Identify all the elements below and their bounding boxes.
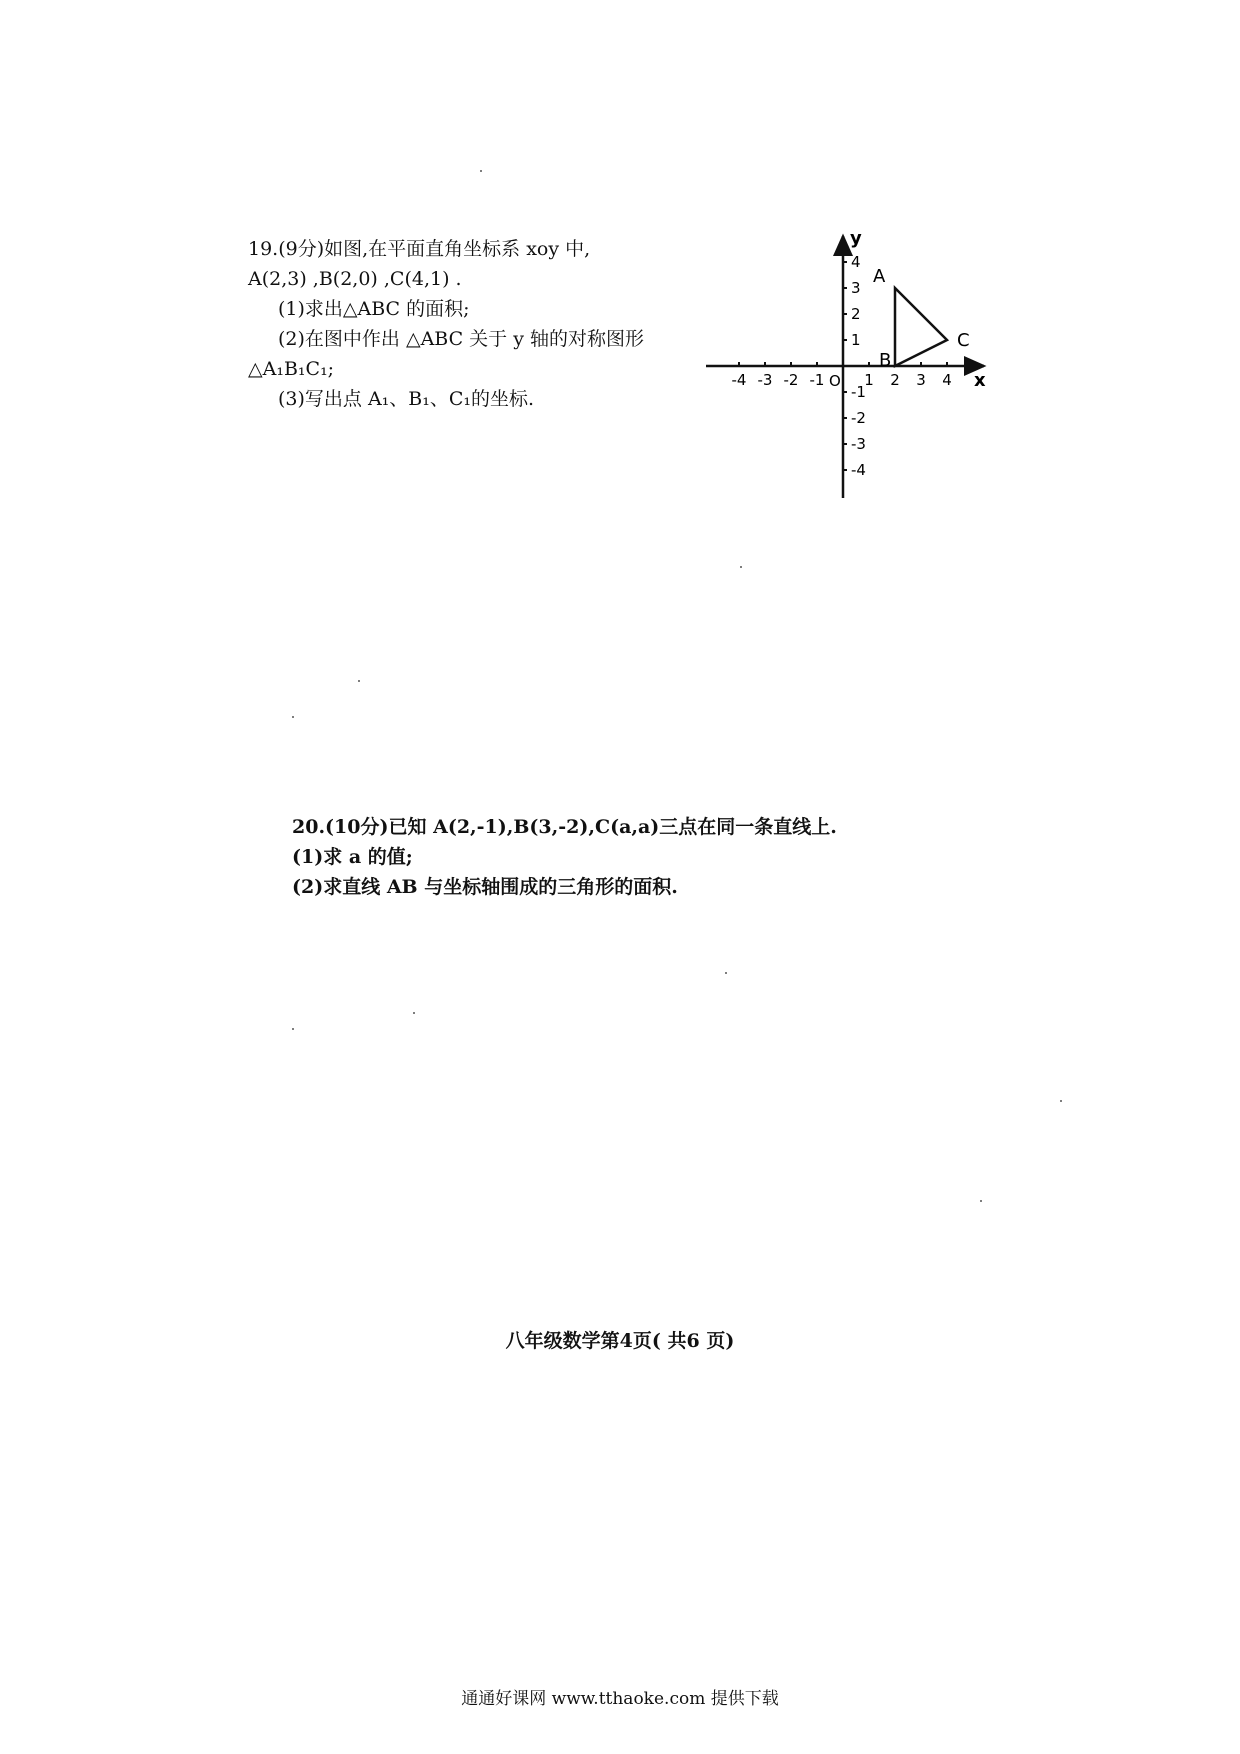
download-credit: 通通好课网 www.tthaoke.com 提供下载 [461, 1689, 779, 1709]
page-footer: 八年级数学第4页( 共6 页) [505, 1330, 735, 1352]
point-label-c: C [957, 330, 970, 351]
q19-part-2: (2)在图中作出 △ABC 关于 y 轴的对称图形 [278, 328, 644, 350]
origin-label: O [829, 372, 841, 390]
y-tick-label: -2 [851, 409, 866, 427]
y-tick-label: -1 [851, 383, 866, 401]
x-tick-label: -1 [809, 371, 825, 389]
q19-stem: 19.(9分)如图,在平面直角坐标系 xoy 中, [248, 238, 591, 260]
x-tick-label: 3 [916, 371, 926, 389]
scan-speck [292, 1028, 294, 1030]
point-label-a: A [873, 266, 886, 287]
scan-speck [292, 716, 294, 718]
y-tick-label: 1 [851, 331, 861, 349]
scan-speck [725, 972, 727, 974]
x-tick-label: 2 [890, 371, 900, 389]
y-tick-label: -4 [851, 461, 866, 479]
y-tick-label: 3 [851, 279, 861, 297]
x-axis-label: x [974, 370, 986, 391]
x-tick-label: -2 [783, 371, 799, 389]
q20-part-1: (1)求 a 的值; [292, 846, 413, 868]
q19-part-3: (3)写出点 A₁、B₁、C₁的坐标. [278, 388, 535, 410]
question-20 [292, 812, 912, 902]
q19-part-2-cont: △A₁B₁C₁; [248, 358, 335, 380]
question-19 [248, 234, 718, 414]
x-tick-label: 1 [864, 371, 874, 389]
scan-speck [980, 1200, 982, 1202]
q20-part-2: (2)求直线 AB 与坐标轴围成的三角形的面积. [292, 876, 678, 898]
scan-speck [413, 1012, 415, 1014]
x-tick-label: 4 [942, 371, 952, 389]
y-tick-label: -3 [851, 435, 866, 453]
point-label-b: B [879, 350, 892, 371]
scan-speck [740, 566, 742, 568]
y-tick-label: 4 [851, 253, 861, 271]
q19-part-1: (1)求出△ABC 的面积; [278, 298, 470, 320]
q20-stem: 20.(10分)已知 A(2,-1),B(3,-2),C(a,a)三点在同一条直线上. [292, 816, 837, 838]
scan-speck [1060, 1100, 1062, 1102]
x-tick-label: -4 [731, 371, 747, 389]
y-tick-label: 2 [851, 305, 861, 323]
coordinate-graph [700, 228, 1000, 508]
triangle-abc [895, 288, 947, 366]
y-axis-label: y [850, 228, 862, 249]
scan-speck [480, 170, 482, 172]
scan-speck [358, 680, 360, 682]
x-tick-label: -3 [757, 371, 773, 389]
q19-points: A(2,3) ,B(2,0) ,C(4,1) . [248, 268, 462, 290]
